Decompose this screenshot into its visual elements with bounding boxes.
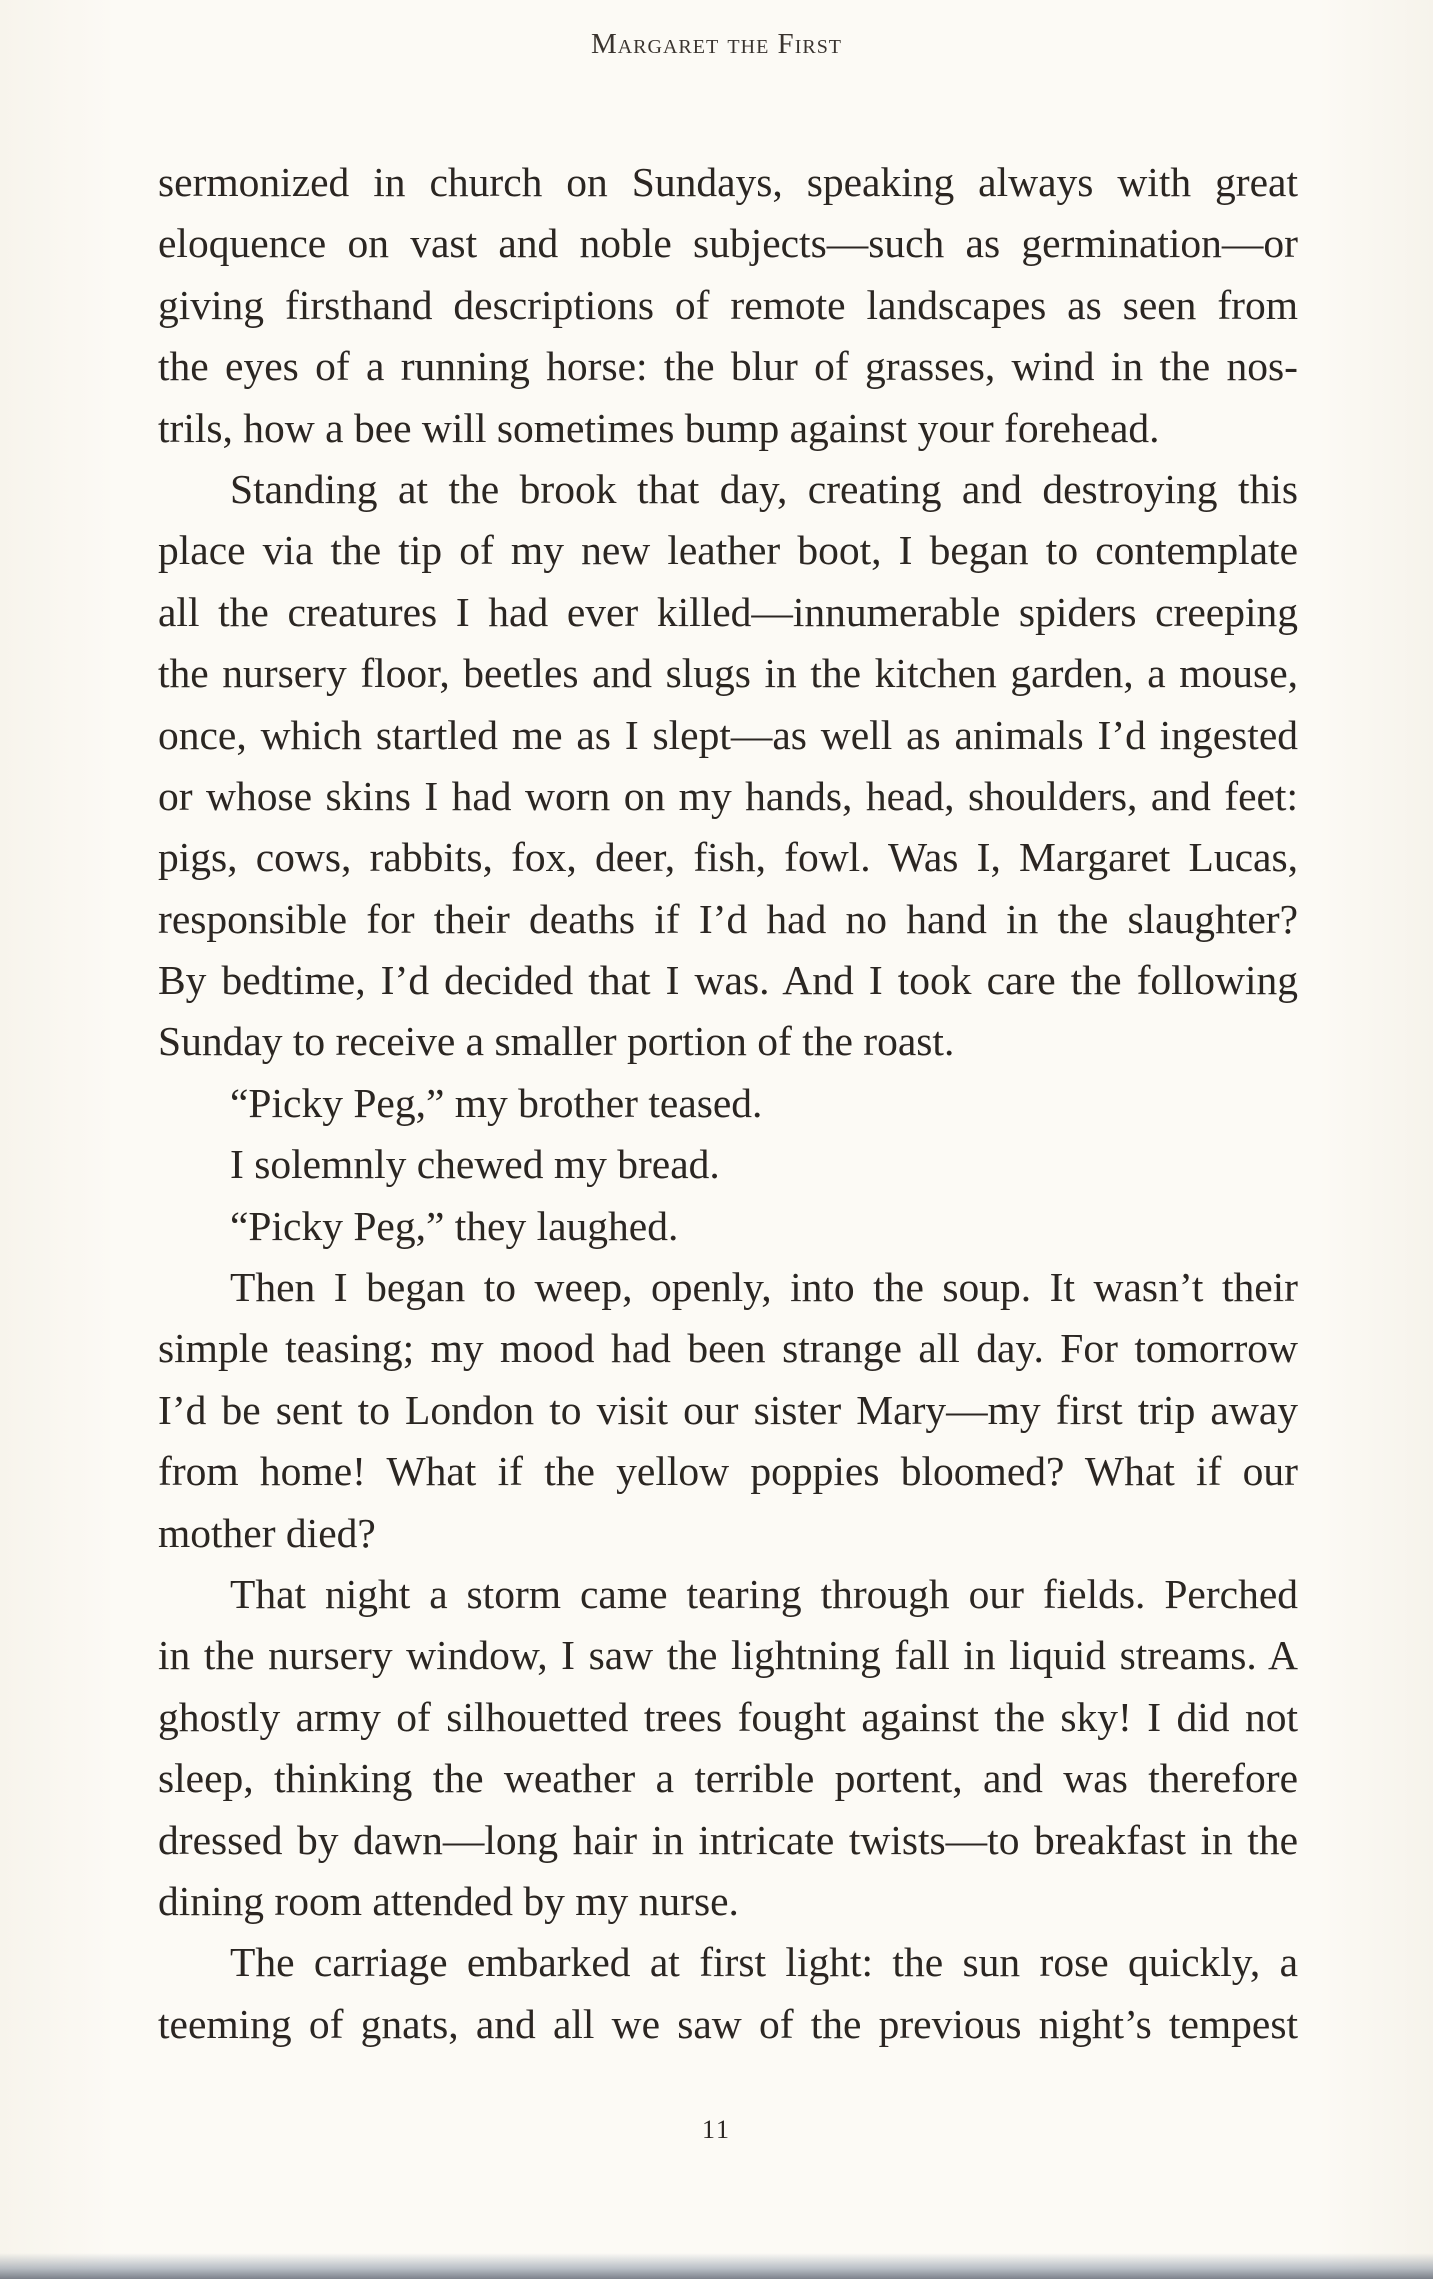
text-line: giving firsthand descriptions of remote landscapes as seen from bbox=[158, 281, 1298, 328]
text-line: The carriage embarked at first light: the sun rose quickly, a bbox=[230, 1939, 1298, 1986]
text-line: teeming of gnats, and all we saw of the previous night’s tempest bbox=[158, 2000, 1298, 2047]
text-line: place via the tip of my new leather boot, I began to contemplate bbox=[158, 527, 1298, 574]
text-line: all the creatures I had ever killed—innumerable spiders creeping bbox=[158, 588, 1298, 635]
text-line: sleep, thinking the weather a terrible portent, and was therefore bbox=[158, 1755, 1298, 1802]
text-line: “Picky Peg,” they laughed. bbox=[230, 1202, 679, 1249]
paragraph bbox=[158, 459, 1298, 1073]
scan-bottom-edge bbox=[0, 2253, 1433, 2279]
paragraph bbox=[158, 152, 1298, 459]
text-line: That night a storm came tearing through our fields. Perched bbox=[230, 1570, 1298, 1617]
paragraph bbox=[158, 1932, 1298, 2055]
text-line: eloquence on vast and noble subjects—such as germination—or bbox=[158, 220, 1298, 267]
text-line: By bedtime, I’d decided that I was. And I took care the following bbox=[158, 957, 1298, 1004]
text-line: dining room attended by my nurse. bbox=[158, 1877, 739, 1924]
paragraph bbox=[158, 1073, 1298, 1134]
running-head-title: Margaret the First bbox=[590, 28, 843, 60]
text-line: from home! What if the yellow poppies bloomed? What if our bbox=[158, 1448, 1298, 1495]
text-line: or whose skins I had worn on my hands, head, shoulders, and feet: bbox=[158, 772, 1298, 819]
text-line: once, which startled me as I slept—as well as animals I’d ingested bbox=[158, 711, 1298, 758]
text-line: pigs, cows, rabbits, fox, deer, fish, fowl. Was I, Margaret Lucas, bbox=[158, 834, 1298, 881]
text-line: responsible for their deaths if I’d had no hand in the slaughter? bbox=[158, 895, 1298, 942]
paragraph bbox=[158, 1564, 1298, 1932]
text-line: “Picky Peg,” my brother teased. bbox=[230, 1079, 763, 1126]
text-line: I’d be sent to London to visit our sister Mary—my first trip away bbox=[158, 1386, 1298, 1433]
text-line: Standing at the brook that day, creating and destroying this bbox=[230, 465, 1298, 512]
text-line: ghostly army of silhouetted trees fought against the sky! I did not bbox=[158, 1693, 1298, 1740]
paragraph bbox=[158, 1257, 1298, 1564]
text-line: the eyes of a running horse: the blur of grasses, wind in the nos- bbox=[158, 343, 1298, 390]
text-line: I solemnly chewed my bread. bbox=[230, 1141, 720, 1188]
text-line: trils, how a bee will sometimes bump against your forehead. bbox=[158, 404, 1160, 451]
page-number: 11 bbox=[701, 2115, 732, 2144]
text-line: in the nursery window, I saw the lightning fall in liquid streams. A bbox=[158, 1632, 1298, 1679]
text-line: the nursery floor, beetles and slugs in the kitchen garden, a mouse, bbox=[158, 650, 1298, 697]
paragraph bbox=[158, 1134, 1298, 1195]
text-line: dressed by dawn—long hair in intricate twists—to breakfast in the bbox=[158, 1816, 1298, 1863]
text-line: Then I began to weep, openly, into the soup. It wasn’t their bbox=[230, 1264, 1298, 1311]
body-text bbox=[158, 152, 1298, 2055]
text-line: mother died? bbox=[158, 1509, 376, 1556]
paragraph bbox=[158, 1196, 1298, 1257]
text-line: simple teasing; my mood had been strange all day. For tomorrow bbox=[158, 1325, 1298, 1372]
text-line: Sunday to receive a smaller portion of the roast. bbox=[158, 1018, 955, 1065]
text-line: sermonized in church on Sundays, speaking always with great bbox=[158, 159, 1298, 205]
